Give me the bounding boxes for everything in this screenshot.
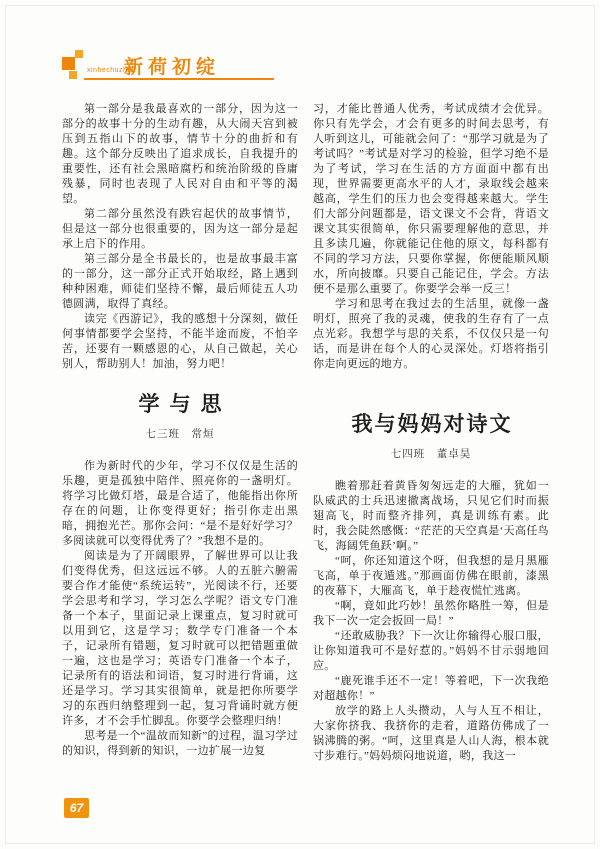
- brand-title: 新荷初绽: [124, 57, 221, 78]
- article-1-author: 七三班 常烜: [145, 429, 215, 440]
- paragraph: 作为新时代的少年，学习不仅仅是生活的乐趣，更是孤独中陪伴、照亮你的一盏明灯。将学习比做灯塔，最是合适了，他能指出你所存在的问题，让你变得更好；指引你走出黑暗，拥抱光芒。那你会问：“是不是好好学习？多阅读就可以变得优秀了？”我想不是的。: [62, 460, 298, 547]
- paragraph: 第三部分是全书最长的，也是故事最丰富的一部分，这一部分正式开始取经，路上遇到种种困难，师徒们坚持不懈，最后师徒五人功德圆满，取得了真经。: [62, 253, 298, 310]
- paragraph: “啊，竟如此巧妙！虽然你略胜一筹，但是我下一次一定会扳回一局！”: [313, 600, 549, 627]
- page-number-badge: 67: [64, 798, 89, 818]
- brand-pinyin: xinhechuzhan: [87, 67, 137, 74]
- paragraph: “还敢威胁我？下一次让你输得心服口服，让你知道我可不是好惹的。”妈妈不甘示弱地回应。: [313, 630, 549, 672]
- paragraph: “呵，你还知道这个呀，但我想的是月黑雁飞高，单于夜遁逃。”那画面仿佛在眼前，漆黑的夜幕下，大雁高飞，单于趁夜慌忙逃离。: [313, 555, 549, 597]
- paragraph: 思考是一个“温故而知新”的过程，温习学过的知识，得到新的知识，一边扩展一边复: [62, 730, 298, 757]
- paragraph: 阅读是为了开阔眼界，了解世界可以让我们变得优秀，但这远远不够。人的五脏六腑需要合作才能使“系统运转”，光阅读不行，还要学会思考和学习，学习怎么学呢？语文专门准备一个本子，里面记录上课重点，复习时就可以用到它，这是学习；数学专门准备一个本子，记录所有错题，复习时就可以把错题重做一遍，这也是学习；英语专门准备一个本子，记录所有的语法和词语，复习时进行背诵，这还是学习。学习其实很简单，就是把你所要学习的东西归纳整理到一起，复习背诵时就方便许多，才不会手忙脚乱。你要学会整理归纳！: [62, 550, 298, 727]
- logo-square-small-bottom: [69, 71, 77, 79]
- right-column: [313, 102, 549, 764]
- two-column-body: [62, 102, 549, 764]
- article-2-author: 七四班 董卓昊: [390, 449, 472, 460]
- article-2-header: [313, 408, 549, 461]
- paragraph: 习，才能比普通人优秀，考试成绩才会优异。你只有先学会，才会有更多的时间去思考，有人听到这儿，可能就会问了：“那学习就是为了考试吗？”考试是对学习的检验，但学习绝不是为了考试，学习在生活的方方面面中都有出现，世界需要更高水平的人才，录取线会越来越高，学生们的压力也会变得越来越大。学生们大部分问题都是，语文课文不会背，背语文课文其实很简单，你只需要理解他的意思，并且多读几遍，你就能记住他的原文，每科都有不同的学习方法，只要你掌握，你便能顺风顺水，所向披靡。只要自己能记住，学会。方法便不是那么重要了。你要学会举一反三！: [313, 103, 549, 295]
- paragraph: 瞧着那赶着黄昏匆匆远走的大雁，犹如一队威武的士兵迅速撤离战场，只见它们时而振翅高飞，时而整齐排列，真是训练有素。此时，我会陡然感慨：“茫茫的天空真是‘天高任鸟飞，海阔凭鱼跃’啊。”: [313, 480, 549, 552]
- logo-square-large: [62, 57, 75, 70]
- paragraph: “鹿死谁手还不一定！等着吧，下一次我绝对超越你！”: [313, 675, 549, 702]
- brand-logo-icon: [62, 49, 88, 80]
- left-column: [62, 102, 298, 764]
- article-1-title: 学与思: [138, 392, 232, 416]
- paragraph: 放学的路上人头攒动，人与人互不相让，大家你挤我、我挤你的走着，道路仿佛成了一锅沸腾的粥。“呵，这里真是人山人海，根本就寸步难行。”妈妈烦闷地说道，哟，我这一: [313, 705, 549, 762]
- paragraph: 第二部分虽然没有跌宕起伏的故事情节，但是这一部分也很重要的，因为这一部分是起承上启下的作用。: [62, 208, 298, 250]
- paragraph: 学习和思考在我过去的生活里，就像一盏明灯，照亮了我的灵魂，使我的生存有了一点点光彩。我想学与思的关系，不仅仅只是一句话，而是讲在每个人的心灵深处。灯塔将指引你走向更远的地方。: [313, 298, 549, 370]
- brand-underline: [84, 78, 274, 80]
- paragraph: 第一部分是我最喜欢的一部分，因为这一部分的故事十分的生动有趣，从大闹天宫到被压到五指山下的故事，情节十分的曲折和有趣。这个部分反映出了追求成长，自我提升的重要性，还有社会黑暗腐朽和统治阶级的昏庸残暴，同时也表现了人民对自由和平等的渴望。: [62, 103, 298, 205]
- logo-square-small-top: [75, 50, 83, 58]
- article-1-header: [62, 388, 298, 441]
- paragraph: 读完《西游记》，我的感想十分深刻，做任何事情都要学会坚持，不能半途而废，不怕辛苦，还要有一颗感恩的心，从自己做起，关心别人，帮助别人！加油，努力吧！: [62, 313, 298, 370]
- article-2-title: 我与妈妈对诗文: [351, 412, 513, 436]
